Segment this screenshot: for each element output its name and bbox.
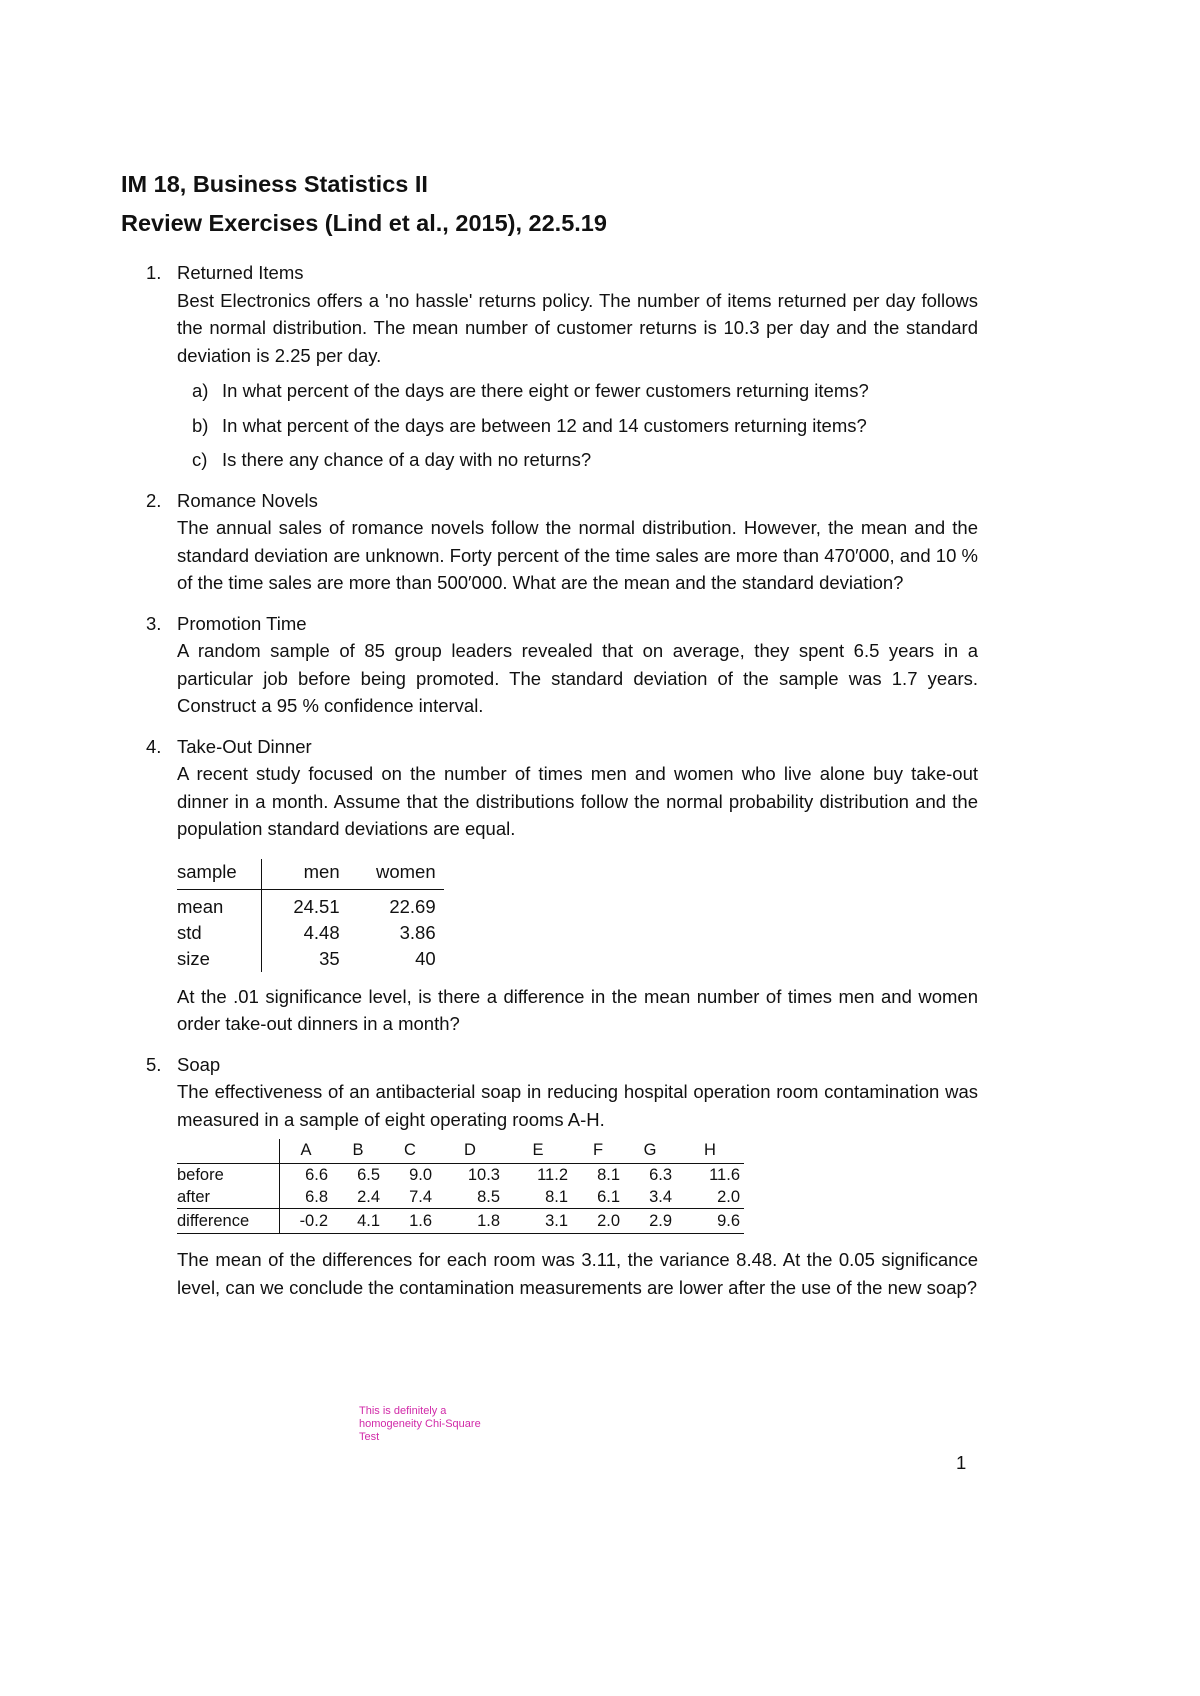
exercise-number: 2. (146, 489, 162, 511)
table-cell: 1.8 (436, 1209, 504, 1234)
table-cell: after (177, 1186, 280, 1209)
exercise-title: Soap (177, 1053, 221, 1075)
exercise-number: 5. (146, 1053, 162, 1075)
exercise-text: The effectiveness of an antibacterial soap in reducing hospital operation room contamination was measured in a sample of eight operating rooms A-H. (177, 1081, 978, 1130)
exercise-4 (146, 733, 978, 1038)
table-header-cell: F (572, 1139, 624, 1164)
course-title: IM 18, Business Statistics II (121, 171, 428, 197)
table-cell: 40 (415, 947, 436, 969)
table-row (177, 889, 444, 920)
exercise-1 (146, 259, 978, 474)
table-cell: -0.2 (280, 1209, 333, 1234)
exercise-question: The mean of the differences for each room was 3.11, the variance 8.48. At the 0.05 significance level, can we conclude the contamination measurements are lower after the use of the new soap? (177, 1249, 978, 1298)
table-cell: 9.6 (676, 1209, 744, 1234)
exercise-number: 3. (146, 612, 162, 634)
table-header-cell: D (436, 1139, 504, 1164)
subquestion-list (177, 377, 978, 474)
table-header-cell: E (504, 1139, 572, 1164)
table-header-cell: A (280, 1139, 333, 1164)
page-number: 1 (956, 1452, 967, 1473)
exercise-title: Promotion Time (177, 612, 307, 634)
table-cell: 2.0 (572, 1209, 624, 1234)
table-row (177, 920, 444, 946)
table-cell: 9.0 (409, 1166, 432, 1184)
table-cell: 3.4 (649, 1188, 672, 1206)
table-cell: 8.5 (477, 1188, 500, 1206)
table-cell: before (177, 1164, 280, 1187)
table-cell: 6.8 (305, 1188, 328, 1206)
table-cell: 3.86 (399, 921, 436, 943)
exercise-title: Romance Novels (177, 489, 318, 511)
table-cell: 6.6 (305, 1166, 328, 1184)
table-row (177, 1164, 744, 1187)
table-header-cell (177, 1139, 280, 1164)
table-cell: 8.1 (597, 1166, 620, 1184)
document-header (121, 165, 1021, 243)
table-cell: 3.1 (504, 1209, 572, 1234)
table-cell: size (177, 946, 261, 972)
soap-table (177, 1139, 744, 1234)
exercise-title: Take-Out Dinner (177, 735, 312, 757)
subquestion-c (192, 446, 978, 474)
table-cell: mean (177, 889, 261, 920)
table-cell: std (177, 920, 261, 946)
table-header-cell: women (348, 859, 444, 890)
table-header-cell: B (332, 1139, 384, 1164)
subquestion-label: b) (192, 414, 209, 436)
table-cell: 6.5 (357, 1166, 380, 1184)
exercise-text: A random sample of 85 group leaders revealed that on average, they spent 6.5 years in a particular job before being promoted. The standard deviation of the sample was 1.7 years. Construct a 95 % confidence interval. (177, 640, 978, 716)
table-cell: 2.0 (717, 1188, 740, 1206)
subquestion-a (192, 377, 978, 405)
table-cell: 6.3 (649, 1166, 672, 1184)
table-cell: 22.69 (389, 895, 436, 917)
table-header-row (177, 1139, 744, 1164)
exercise-text: A recent study focused on the number of times men and women who live alone buy take-out dinner in a month. Assume that the distributions follow the normal probability distribution and the population standard deviations are equal. (177, 763, 978, 839)
document-subtitle: Review Exercises (Lind et al., 2015), 22.5.19 (121, 210, 607, 236)
handwritten-annotation: This is definitely a homogeneity Chi-Square Test (359, 1405, 481, 1443)
table-cell: 6.1 (597, 1188, 620, 1206)
takeout-table (177, 859, 444, 972)
table-cell: 10.3 (467, 1166, 500, 1184)
subquestion-b (192, 412, 978, 440)
table-cell: 4.1 (332, 1209, 384, 1234)
exercise-text: The annual sales of romance novels follow the normal distribution. However, the mean and the standard deviation are unknown. Forty percent of the time sales are more than 470′000, and 10 % of the time sales are more than 500′000. What are the mean and the standard deviation? (177, 517, 978, 593)
table-cell: 4.48 (303, 921, 340, 943)
subquestion-label: c) (192, 449, 208, 470)
table-cell: 7.4 (409, 1188, 432, 1206)
subquestion-text: In what percent of the days are there eight or fewer customers returning items? (222, 380, 869, 401)
exercise-list (146, 259, 978, 1314)
table-row (177, 946, 444, 972)
exercise-2 (146, 487, 978, 597)
table-cell: 24.51 (293, 895, 340, 917)
table-cell: 8.1 (545, 1188, 568, 1206)
exercise-number: 4. (146, 735, 162, 757)
table-cell: 11.6 (709, 1166, 740, 1184)
table-header-cell: G (624, 1139, 676, 1164)
exercise-3 (146, 610, 978, 720)
table-cell: 11.2 (537, 1166, 568, 1184)
table-header-cell: H (676, 1139, 744, 1164)
table-header-row (177, 859, 444, 890)
table-row (177, 1186, 744, 1209)
subquestion-text: Is there any chance of a day with no returns? (222, 449, 592, 470)
exercise-number: 1. (146, 262, 162, 283)
exercise-text: Best Electronics offers a 'no hassle' returns policy. The number of items returned per day follows the normal distribution. The mean number of customer returns is 10.3 per day and the standard deviation is 2.25 per day. (177, 289, 978, 366)
exercise-question: At the .01 significance level, is there a difference in the mean number of times men and women order take-out dinners in a month? (177, 985, 978, 1034)
table-cell: 1.6 (384, 1209, 436, 1234)
exercise-title: Returned Items (177, 262, 304, 283)
subquestion-text: In what percent of the days are between 12 and 14 customers returning items? (222, 414, 867, 436)
table-row (177, 1209, 744, 1234)
table-cell: 2.4 (357, 1188, 380, 1206)
subquestion-label: a) (192, 380, 209, 401)
table-header-cell: men (261, 859, 348, 890)
table-header-cell: sample (177, 859, 261, 890)
exercise-5 (146, 1051, 978, 1302)
table-cell: difference (177, 1209, 280, 1234)
table-header-cell: C (384, 1139, 436, 1164)
table-cell: 2.9 (624, 1209, 676, 1234)
table-cell: 35 (319, 947, 340, 969)
